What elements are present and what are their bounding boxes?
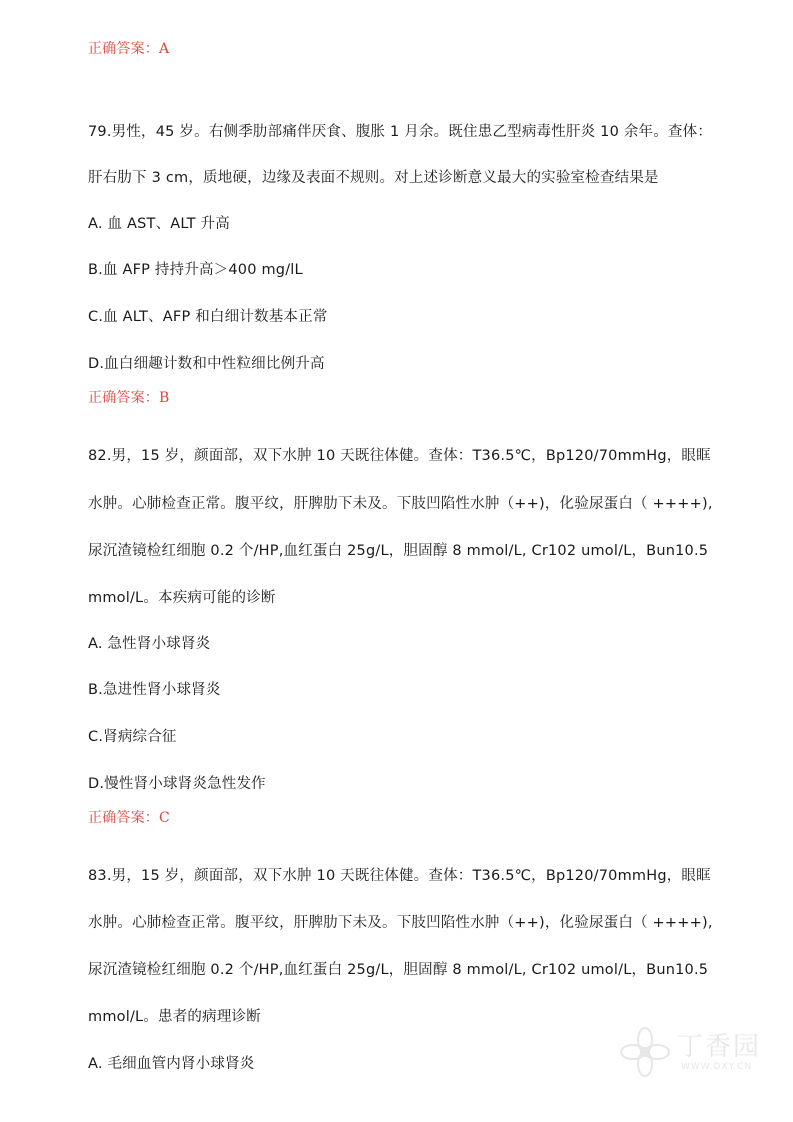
question-82-option-a: A. 急性肾小球肾炎 bbox=[88, 636, 211, 652]
question-82-answer: 正确答案：C bbox=[88, 810, 170, 826]
question-79-answer: 正确答案：B bbox=[88, 390, 170, 406]
question-79-option-b: B.血 AFP 持持升高＞400 mg/lL bbox=[88, 262, 303, 278]
question-79-option-a: A. 血 AST、ALT 升高 bbox=[88, 216, 230, 232]
flower-logo-icon bbox=[615, 1022, 675, 1082]
question-83-option-a: A. 毛细血管内肾小球肾炎 bbox=[88, 1056, 255, 1072]
question-79-stem-line2: 肝右肋下 3 cm，质地硬，边缘及表面不规则。对上述诊断意义最大的实验室检查结果是 bbox=[88, 170, 659, 186]
question-82-option-d: D.慢性肾小球肾炎急性发作 bbox=[88, 776, 266, 792]
watermark-brand-text: 丁香园 bbox=[677, 1032, 762, 1062]
question-82-stem-line3: 尿沉渣镜检红细胞 0.2 个/HP,血红蛋白 25g/L，胆固醇 8 mmol/L, Cr102 umol/L，Bun10.5 bbox=[88, 543, 709, 559]
dxy-watermark bbox=[615, 1022, 765, 1086]
watermark-url-text: WWW.DXY.CN bbox=[681, 1062, 753, 1072]
answer-previous: 正确答案：A bbox=[88, 41, 170, 57]
question-82-stem-line1: 82.男，15 岁，颜面部，双下水肿 10 天既往体健。查体：T36.5℃，Bp120/70mmHg，眼眶 bbox=[88, 448, 711, 464]
question-79-option-d: D.血白细趣计数和中性粒细比例升高 bbox=[88, 356, 325, 372]
question-83-stem-line1: 83.男，15 岁，颜面部，双下水肿 10 天既往体健。查体：T36.5℃，Bp120/70mmHg，眼眶 bbox=[88, 868, 711, 884]
question-82-option-c: C.肾病综合征 bbox=[88, 729, 177, 745]
question-82-stem-line4: mmol/L。本疾病可能的诊断 bbox=[88, 590, 276, 606]
question-83-stem-line4: mmol/L。患者的病理诊断 bbox=[88, 1009, 261, 1025]
question-82-option-b: B.急进性肾小球肾炎 bbox=[88, 682, 221, 698]
question-82-stem-line2: 水肿。心肺检查正常。腹平纹，肝脾肋下未及。下肢凹陷性水肿（++)，化验尿蛋白（ ++++), bbox=[88, 496, 713, 512]
question-83-stem-line2: 水肿。心肺检查正常。腹平纹，肝脾肋下未及。下肢凹陷性水肿（++)，化验尿蛋白（ ++++), bbox=[88, 915, 713, 931]
question-83-stem-line3: 尿沉渣镜检红细胞 0.2 个/HP,血红蛋白 25g/L，胆固醇 8 mmol/L, Cr102 umol/L，Bun10.5 bbox=[88, 962, 709, 978]
question-79-option-c: C.血 ALT、AFP 和白细计数基本正常 bbox=[88, 309, 328, 325]
question-79-stem-line1: 79.男性，45 岁。右侧季肋部痛伴厌食、腹胀 1 月余。既住患乙型病毒性肝炎 10 余年。查体： bbox=[88, 124, 713, 140]
